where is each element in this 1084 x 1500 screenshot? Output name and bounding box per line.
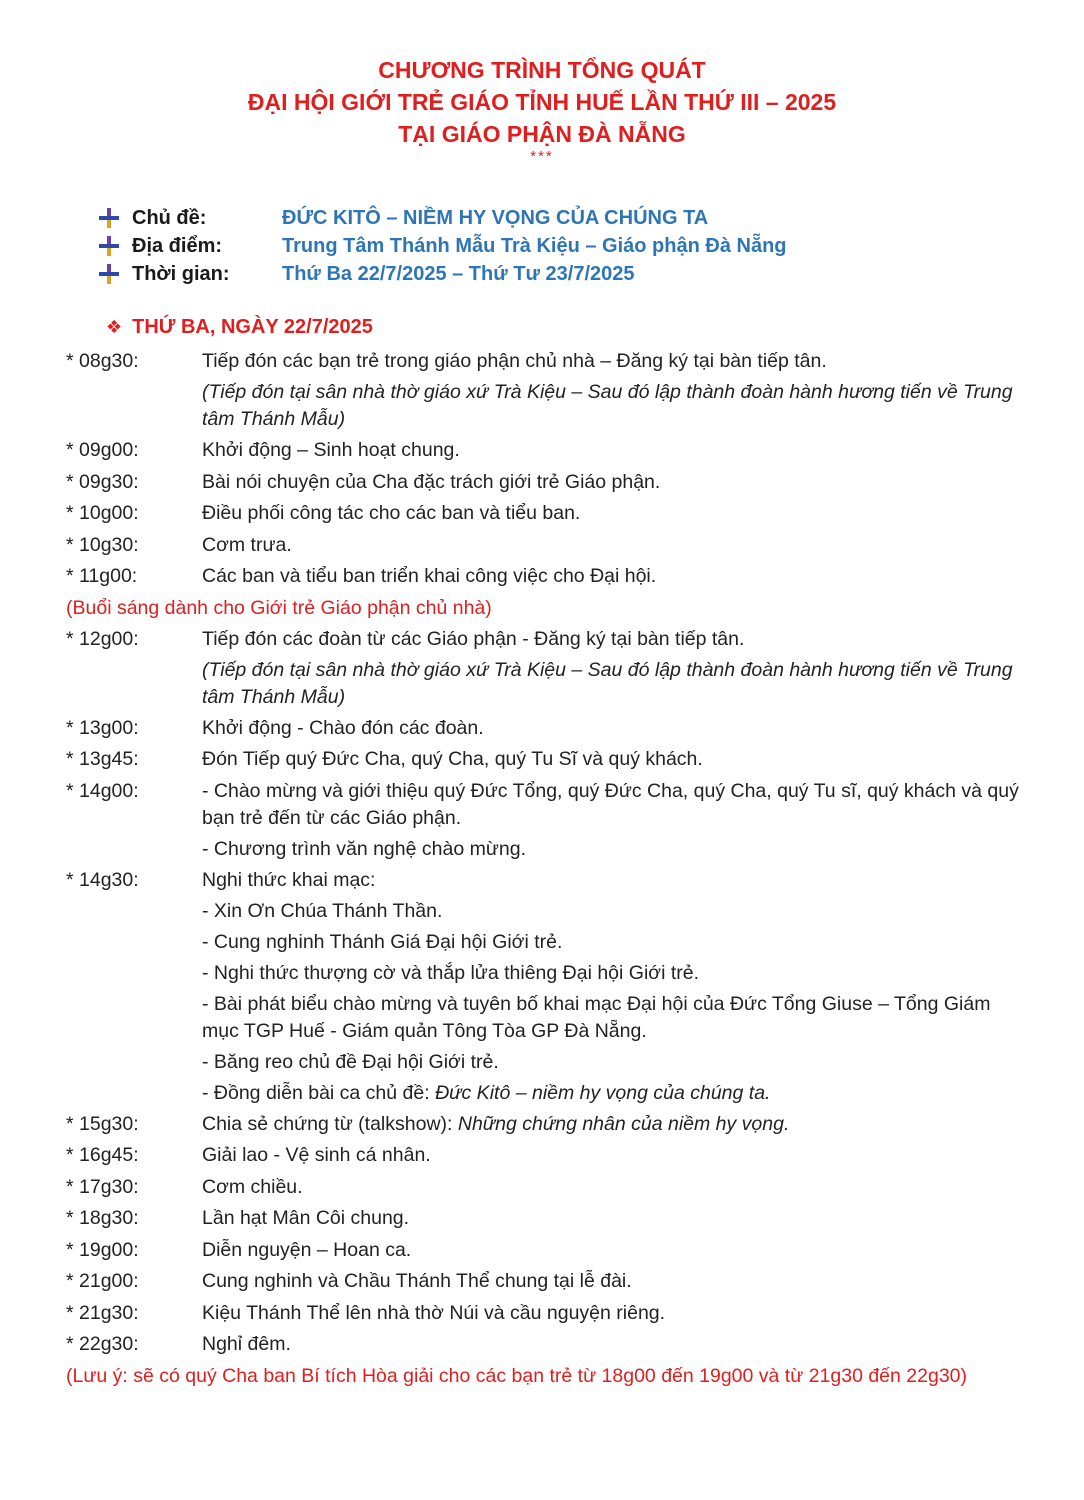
info-theme: [98, 204, 787, 232]
title-line-2: ĐẠI HỘI GIỚI TRẺ GIÁO TỈNH HUẾ LẦN THỨ III – 2025: [247, 89, 837, 115]
theme-song-title: Đức Kitô – niềm hy vọng của chúng ta.: [435, 1081, 771, 1104]
schedule-row: [66, 1203, 1032, 1235]
schedule-text: Khởi động – Sinh hoạt chung.: [202, 439, 460, 461]
schedule-text: Diễn nguyện – Hoan ca.: [202, 1238, 412, 1261]
schedule-row: [66, 1329, 1032, 1361]
schedule-text: - Cung nghinh Thánh Giá Đại hội Giới trẻ.: [202, 930, 563, 953]
stars-divider: ***: [530, 148, 554, 165]
schedule-text: Cơm trưa.: [202, 533, 292, 556]
schedule-row: [66, 1235, 1032, 1267]
schedule-time: * 16g45:: [66, 1144, 139, 1166]
document-header: [0, 54, 1084, 164]
schedule-text: Tiếp đón các đoàn từ các Giáo phận - Đăng ký tại bàn tiếp tân.: [202, 627, 745, 650]
schedule-row: [66, 624, 1032, 713]
pin-cross-icon: [98, 235, 132, 257]
schedule-row: [66, 713, 1032, 745]
schedule-time: * 13g00:: [66, 716, 139, 739]
morning-note: (Buổi sáng dành cho Giới trẻ Giáo phận chủ nhà): [66, 596, 492, 619]
schedule-row: [66, 498, 1032, 530]
schedule-text-part: - Đồng diễn bài ca chủ đề:: [202, 1081, 436, 1104]
schedule-row: [66, 776, 1032, 865]
schedule-text: Nghi thức khai mạc:: [202, 868, 376, 891]
info-place: [98, 232, 787, 260]
schedule-time: * 11g00:: [66, 565, 138, 587]
schedule-time: * 09g00:: [66, 439, 139, 461]
day-title: THỨ BA, NGÀY 22/7/2025: [132, 316, 373, 338]
schedule-row: [66, 467, 1032, 499]
schedule-time: * 14g30:: [66, 868, 139, 891]
schedule-text: Cơm chiều.: [202, 1175, 303, 1198]
diamond-icon: ❖: [106, 317, 123, 337]
info-time: [98, 260, 787, 288]
schedule-subnote: (Tiếp đón tại sân nhà thờ giáo xứ Trà Kiệu – Sau đó lập thành đoàn hành hương tiến về Trung tâm Thánh Mẫu): [202, 381, 1013, 430]
schedule-time: * 13g45:: [66, 748, 139, 770]
title-line-3: TẠI GIÁO PHẬN ĐÀ NẴNG: [398, 121, 686, 147]
pin-cross-icon: [98, 263, 132, 285]
schedule-row: [66, 346, 1032, 435]
schedule-text: Cung nghinh và Chầu Thánh Thể chung tại lễ đài.: [202, 1270, 632, 1292]
schedule-time: * 10g00:: [66, 502, 139, 524]
time-label: Thời gian:: [132, 262, 230, 285]
schedule-row: [66, 1109, 1032, 1141]
schedule-time: * 21g30:: [66, 1301, 139, 1324]
schedule-row: [66, 435, 1032, 467]
schedule-text: Kiệu Thánh Thể lên nhà thờ Núi và cầu nguyện riêng.: [202, 1301, 666, 1324]
schedule-text: Giải lao - Vệ sinh cá nhân.: [202, 1144, 431, 1166]
schedule-time: * 08g30:: [66, 350, 139, 372]
schedule-text: - Chào mừng và giới thiệu quý Đức Tổng, quý Đức Cha, quý Cha, quý Tu sĩ, quý khách và quý bạn trẻ đến từ các Giáo phận.: [202, 779, 1019, 829]
schedule-text: - Xin Ơn Chúa Thánh Thần.: [202, 899, 443, 922]
schedule-text: - Bài phát biểu chào mừng và tuyên bố khai mạc Đại hội của Đức Tổng Giuse – Tổng Giám mục TGP Huế - Giám quản Tông Tòa GP Đà Nẵng.: [202, 992, 991, 1042]
schedule-text: [202, 1078, 1032, 1109]
schedule-row: [66, 1172, 1032, 1204]
schedule-time: * 15g30:: [66, 1112, 139, 1135]
schedule-time: * 18g30:: [66, 1207, 139, 1229]
schedule-text: Lần hạt Mân Côi chung.: [202, 1207, 410, 1229]
talkshow-title: Những chứng nhân của niềm hy vọng.: [457, 1112, 790, 1135]
pin-cross-icon: [98, 207, 132, 229]
theme-label: Chủ đề:: [132, 206, 207, 229]
schedule-row: [66, 561, 1032, 593]
schedule-time: * 14g00:: [66, 779, 139, 802]
time-value: Thứ Ba 22/7/2025 – Thứ Tư 23/7/2025: [282, 262, 635, 285]
schedule-text: Các ban và tiểu ban triển khai công việc cho Đại hội.: [202, 565, 657, 587]
schedule-row: [66, 530, 1032, 562]
schedule-time: * 22g30:: [66, 1333, 139, 1355]
title-line-1: CHƯƠNG TRÌNH TỔNG QUÁT: [378, 57, 706, 83]
schedule-text: Tiếp đón các bạn trẻ trong giáo phận chủ nhà – Đăng ký tại bàn tiếp tân.: [202, 350, 827, 372]
schedule-time: * 12g00:: [66, 627, 139, 650]
schedule-text: - Nghi thức thượng cờ và thắp lửa thiêng Đại hội Giới trẻ.: [202, 961, 699, 984]
schedule-text: - Băng reo chủ đề Đại hội Giới trẻ.: [202, 1050, 499, 1073]
schedule-text: - Chương trình văn nghệ chào mừng.: [202, 837, 526, 860]
schedule-text: [202, 1109, 1032, 1140]
schedule-row: [66, 744, 1032, 776]
schedule: [66, 346, 1032, 1392]
info-block: [98, 204, 787, 288]
confession-note: (Lưu ý: sẽ có quý Cha ban Bí tích Hòa giải cho các bạn trẻ từ 18g00 đến 19g00 và từ 21g30 đến 22g30): [66, 1364, 968, 1387]
place-label: Địa điểm:: [132, 234, 223, 257]
schedule-text: Điều phối công tác cho các ban và tiểu ban.: [202, 502, 581, 524]
schedule-row: [66, 1140, 1032, 1172]
schedule-row: [66, 865, 1032, 1109]
schedule-row: [66, 1266, 1032, 1298]
schedule-time: * 17g30:: [66, 1175, 139, 1198]
schedule-time: * 10g30:: [66, 533, 139, 556]
schedule-time: * 21g00:: [66, 1270, 139, 1292]
schedule-text: Bài nói chuyện của Cha đặc trách giới trẻ Giáo phận.: [202, 470, 661, 493]
schedule-time: * 19g00:: [66, 1238, 139, 1261]
schedule-text: Đón Tiếp quý Đức Cha, quý Cha, quý Tu Sĩ và quý khách.: [202, 748, 703, 770]
schedule-text-part: Chia sẻ chứng từ (talkshow):: [202, 1112, 458, 1135]
schedule-text: Nghỉ đêm.: [202, 1333, 291, 1355]
schedule-time: * 09g30:: [66, 470, 139, 493]
schedule-row: [66, 1298, 1032, 1330]
theme-value: ĐỨC KITÔ – NIỀM HY VỌNG CỦA CHÚNG TA: [282, 206, 709, 229]
schedule-subnote: (Tiếp đón tại sân nhà thờ giáo xứ Trà Kiệu – Sau đó lập thành đoàn hành hương tiến về Trung tâm Thánh Mẫu): [202, 658, 1013, 708]
place-value: Trung Tâm Thánh Mẫu Trà Kiệu – Giáo phận Đà Nẵng: [282, 234, 787, 257]
day-heading: [106, 316, 373, 339]
schedule-text: Khởi động - Chào đón các đoàn.: [202, 716, 484, 739]
